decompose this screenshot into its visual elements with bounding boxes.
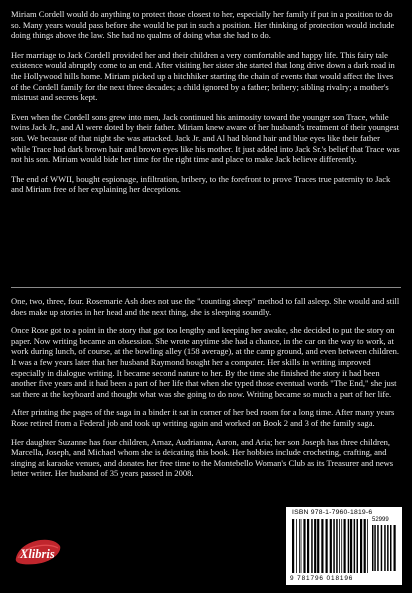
barcode-bar	[357, 519, 359, 573]
barcode-bar	[333, 519, 335, 573]
barcode-bar	[350, 519, 352, 573]
barcode-bar	[314, 519, 316, 573]
barcode-bar	[307, 519, 309, 573]
barcode-bar	[354, 519, 356, 573]
barcode-bar	[364, 519, 366, 573]
barcode-bar	[372, 525, 374, 571]
barcode-addon-bars	[372, 525, 396, 571]
bio-paragraph: Her daughter Suzanne has four children, Arnaz, Audrianna, Aaron, and Aria; her son Joseph has three children, Marcella, Joseph, and Michael whom she is deicating this book. Her hobbies include crocheting, crafting, and singing at karaoke venues, and donates her free time to the Montebello Woman's Club as its Treasurer and news letter writer. Her husband of 35 years passed in 2008.	[11, 436, 394, 479]
barcode-bars	[292, 519, 368, 573]
author-bio	[11, 296, 401, 487]
isbn-barcode	[286, 507, 402, 585]
synopsis-paragraph: The end of WWII, bought espionage, infiltration, bribery, to the forefront to prove Traces true paternity to Jack and Miriam free of her explaining her deceptions.	[11, 173, 391, 195]
barcode-bar	[292, 519, 294, 573]
barcode-bar	[336, 519, 338, 573]
barcode-digits: 9 781796 018196	[290, 575, 354, 582]
barcode-bar	[384, 525, 386, 571]
barcode-bar	[394, 525, 396, 571]
bio-paragraph: One, two, three, four. Rosemarie Ash does not use the "counting sheep" method to fall asleep. She would and still does make up stories in her head and the next thing, she is sleeping soundly.	[11, 296, 400, 317]
barcode-bar	[330, 519, 332, 573]
bio-paragraph: After printing the pages of the saga in a binder it sat in corner of her bed room for a long time. After many years Rose retired from a Federal job and took up writing again and worked on Book 2 and 3 of the family saga.	[11, 407, 395, 428]
section-divider	[11, 287, 401, 288]
barcode-bar	[339, 519, 340, 573]
barcode-bar	[303, 519, 305, 573]
barcode-bar	[299, 519, 300, 573]
barcode-bar	[381, 525, 383, 571]
synopsis-paragraph: Even when the Cordell sons grew into men, Jack continued his animosity toward the younger son Trace, while twins Jack Jr., and Al were doted by their father. Miriam knew aware of her husband's treatment of their youngest son. We because of that night she was attacked. Jack Jr. and Al had blond hair and blue eyes like their father while Trace had dark brown hair and brown eyes like his mother. It just added into Jack Sr.'s belief that Trace was not his son. Miriam would bide her time for the right time and place to make Jack believe differently.	[11, 111, 400, 165]
barcode-bar	[326, 519, 328, 573]
barcode-bar	[321, 519, 323, 573]
barcode-bar	[344, 519, 346, 573]
xlibris-logo	[14, 536, 62, 566]
barcode-bar	[390, 525, 392, 571]
barcode-bar	[348, 519, 350, 573]
barcode-bar	[387, 525, 389, 571]
logo-text: Xlibris	[20, 547, 55, 561]
synopsis-paragraph: Her marriage to Jack Cordell provided her and their children a very comfortable and happy life. This fairy tale existence would abruptly come to an end. After visiting her sister she started that long drive down a dark road in the Hollywood hills home. Miriam picked up a hitchhiker starting the chain of events that would affect the lives of the Cordell family for the next three decades; a child ignored by a father; bribery; sibling rivalry; a mother's mistrust and secrets kept.	[11, 49, 395, 103]
barcode-bar	[341, 519, 342, 573]
barcode-bar	[311, 519, 313, 573]
synopsis-paragraph: Miriam Cordell would do anything to protect those closest to her, especially her family if put in a position to do so. Many years would pass before she would be put in such a position. Her thinking of protection would include doing things above the law. She had no qualms of doing what she had to do.	[11, 9, 395, 41]
barcode-bar	[360, 519, 362, 573]
barcode-bar	[317, 519, 319, 573]
bio-paragraph: Once Rose got to a point in the story that got too lengthy and keeping her awake, she decided to put the story on paper. Now writing became an obsession. She wrote anytime she had a chance, in the car on the way to work, at work during lunch, of course, at the bowling alley (158 average), at the camp ground, and even between children. It was a few years later that her husband Raymond bought her a computer. Her skills in writing improved especially in dialogue writing. It became second nature to her. By the time she finished the story it had been another five years and it had been a part of her life that when she typed those eventual words "The End," she just sat there at the keyboard and thought what was she going to do now. Writing became so much a part of her life.	[11, 325, 400, 399]
barcode-bar	[374, 525, 376, 571]
barcode-bar	[377, 525, 379, 571]
barcode-bar	[301, 519, 302, 573]
barcode-bar	[367, 519, 368, 573]
barcode-bar	[296, 519, 297, 573]
isbn-label: ISBN 978-1-7960-1819-6	[292, 509, 373, 516]
price-code: 52999	[372, 517, 389, 523]
synopsis	[11, 9, 401, 204]
